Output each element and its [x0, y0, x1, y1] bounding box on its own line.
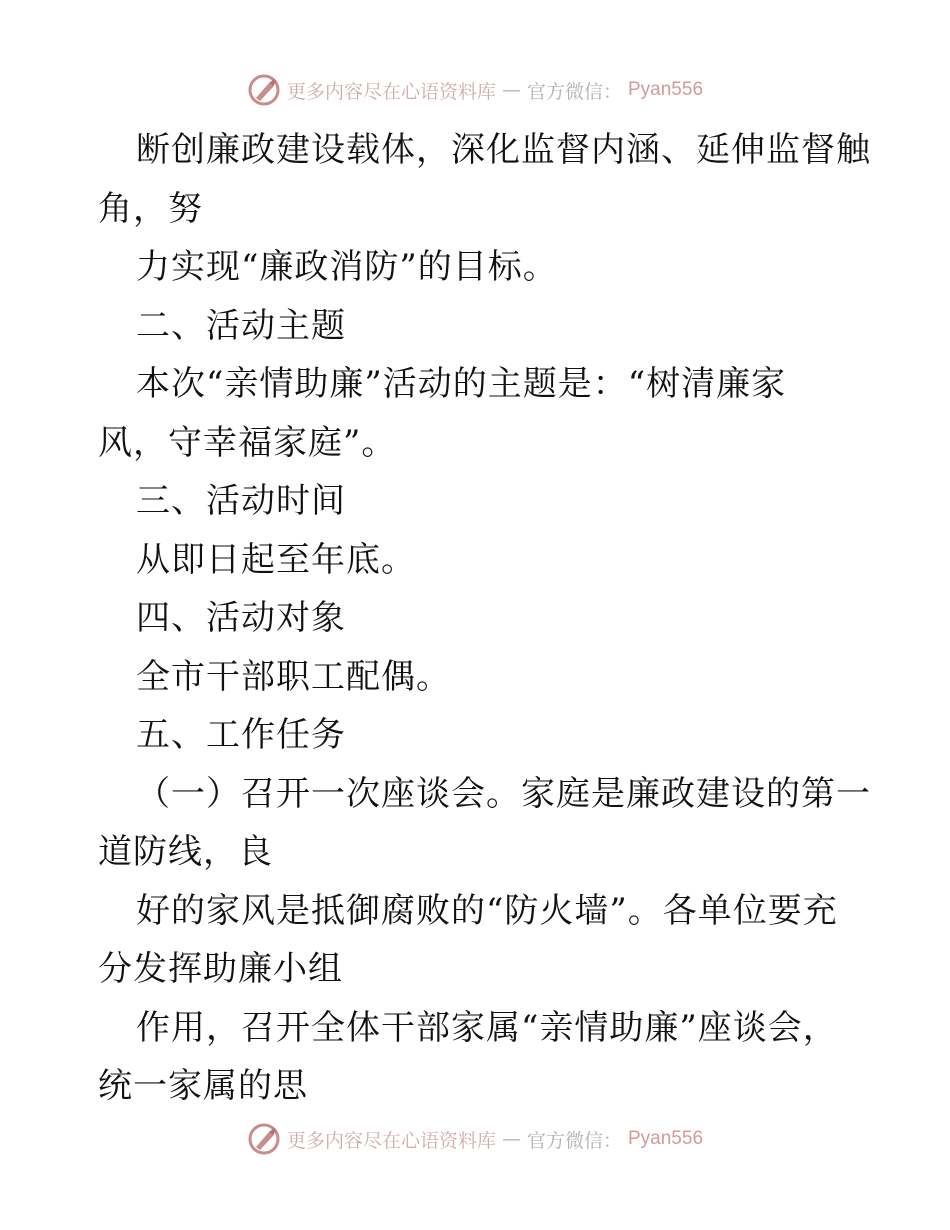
watermark-label: 官方微信：	[526, 80, 622, 103]
watermark-separator: —	[501, 79, 521, 101]
text-line: 风，守幸福家庭”。	[98, 422, 397, 463]
text-line: 分发挥助廉小组	[98, 949, 343, 989]
text-line: 好的家风是抵御腐败的“防火墙”。各单位要充	[136, 890, 838, 931]
text-line: 从即日起至年底。	[136, 539, 416, 580]
text-line: 力实现“廉政消防”的目标。	[136, 247, 558, 287]
text-line: （一）召开一次座谈会。家庭是廉政建设的第一	[136, 773, 871, 814]
watermark-footer	[0, 1119, 950, 1159]
watermark-separator: —	[501, 1128, 521, 1150]
text-line: 三、活动时间	[136, 481, 346, 521]
watermark-id: Pyan556	[628, 1128, 704, 1149]
watermark-text: 更多内容尽在心语资料库	[286, 80, 496, 103]
text-line: 全市干部职工配偶。	[136, 656, 451, 697]
text-line: 道防线，良	[98, 832, 273, 872]
watermark-header	[0, 70, 950, 110]
text-line: 四、活动对象	[136, 598, 346, 638]
text-line: 五、工作任务	[136, 715, 346, 755]
text-line: 角，努	[98, 188, 203, 229]
fountain-pen-logo-icon	[247, 73, 281, 107]
watermark-label: 官方微信：	[526, 1129, 622, 1152]
watermark-id: Pyan556	[628, 79, 704, 100]
text-line: 断创廉政建设载体，深化监督内涵、延伸监督触	[136, 130, 871, 170]
text-line: 统一家属的思	[98, 1066, 308, 1106]
document-body	[98, 121, 871, 1116]
text-line: 本次“亲情助廉”活动的主题是：“树清廉家	[136, 364, 787, 404]
watermark-text: 更多内容尽在心语资料库	[286, 1129, 496, 1152]
text-line: 作用，召开全体干部家属“亲情助廉”座谈会，	[136, 1007, 838, 1048]
fountain-pen-logo-icon	[247, 1122, 281, 1156]
text-line: 二、活动主题	[136, 305, 346, 346]
